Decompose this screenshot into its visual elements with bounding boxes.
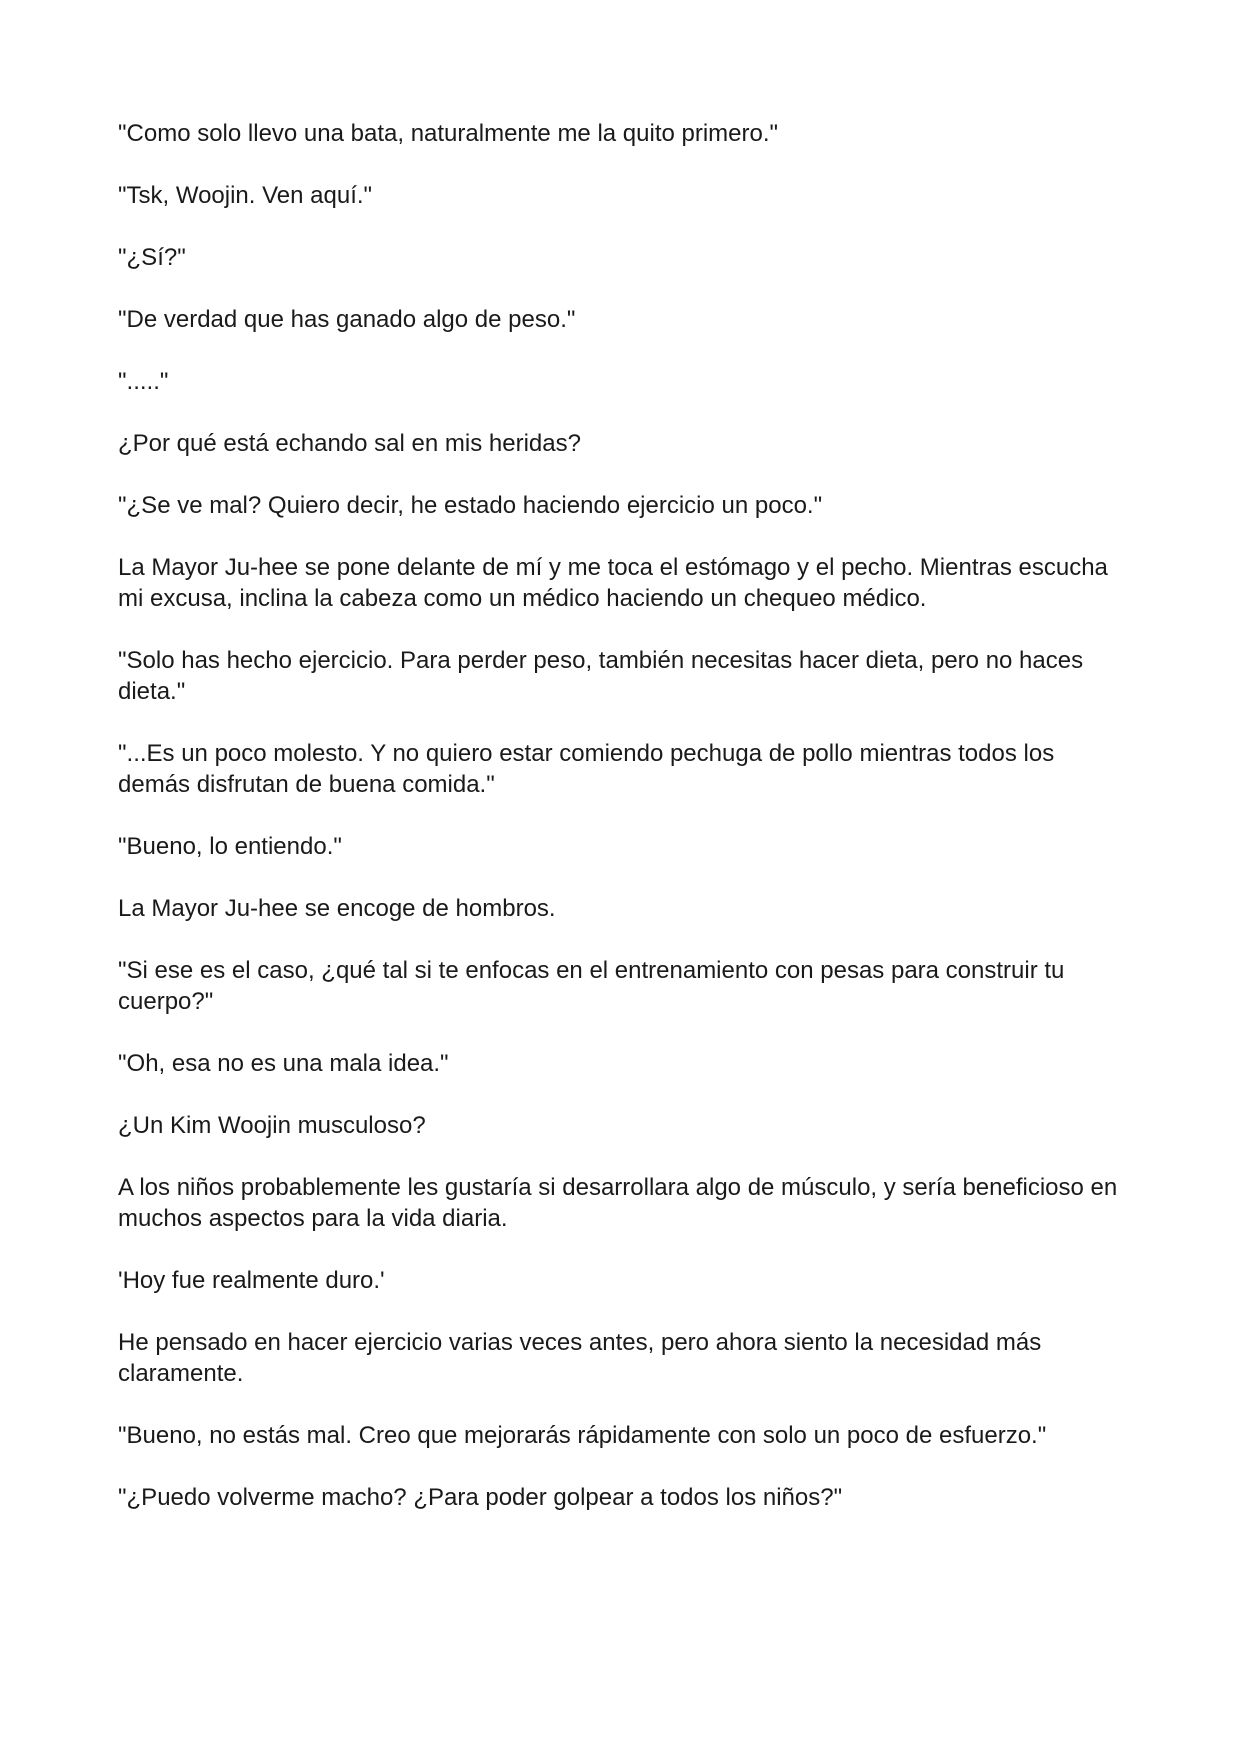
paragraph: "Oh, esa no es una mala idea."	[118, 1050, 449, 1077]
paragraph: He pensado en hacer ejercicio varias veces antes, pero ahora siento la necesidad más claramente.	[118, 1329, 1042, 1387]
paragraph: "Si ese es el caso, ¿qué tal si te enfocas en el entrenamiento con pesas para construir tu cuerpo?"	[118, 957, 1065, 1015]
paragraph: A los niños probablemente les gustaría si desarrollara algo de músculo, y sería beneficioso en muchos aspectos para la vida diaria.	[118, 1174, 1118, 1232]
paragraph: "¿Sí?"	[118, 244, 186, 271]
paragraph: "Bueno, no estás mal. Creo que mejorarás rápidamente con solo un poco de esfuerzo."	[118, 1422, 1047, 1449]
paragraph: "Tsk, Woojin. Ven aquí."	[118, 182, 373, 209]
paragraph: "Como solo llevo una bata, naturalmente me la quito primero."	[118, 120, 779, 147]
paragraph: "Solo has hecho ejercicio. Para perder peso, también necesitas hacer dieta, pero no haces dieta."	[118, 647, 1084, 705]
paragraph: 'Hoy fue realmente duro.'	[118, 1267, 385, 1294]
paragraph: La Mayor Ju-hee se encoge de hombros.	[118, 895, 556, 922]
paragraph: ¿Un Kim Woojin musculoso?	[118, 1112, 426, 1139]
paragraph: "¿Se ve mal? Quiero decir, he estado haciendo ejercicio un poco."	[118, 492, 823, 519]
paragraph: La Mayor Ju-hee se pone delante de mí y me toca el estómago y el pecho. Mientras escucha mi excusa, inclina la cabeza como un médico haciendo un chequeo médico.	[118, 554, 1108, 612]
paragraph: "....."	[118, 368, 169, 395]
paragraph: ¿Por qué está echando sal en mis heridas?	[118, 430, 581, 457]
paragraph: "...Es un poco molesto. Y no quiero estar comiendo pechuga de pollo mientras todos los demás disfrutan de buena comida."	[118, 740, 1055, 798]
paragraph: "De verdad que has ganado algo de peso."	[118, 306, 576, 333]
document-body	[118, 118, 1128, 1544]
paragraph: "Bueno, lo entiendo."	[118, 833, 342, 860]
paragraph: "¿Puedo volverme macho? ¿Para poder golpear a todos los niños?"	[118, 1484, 843, 1511]
